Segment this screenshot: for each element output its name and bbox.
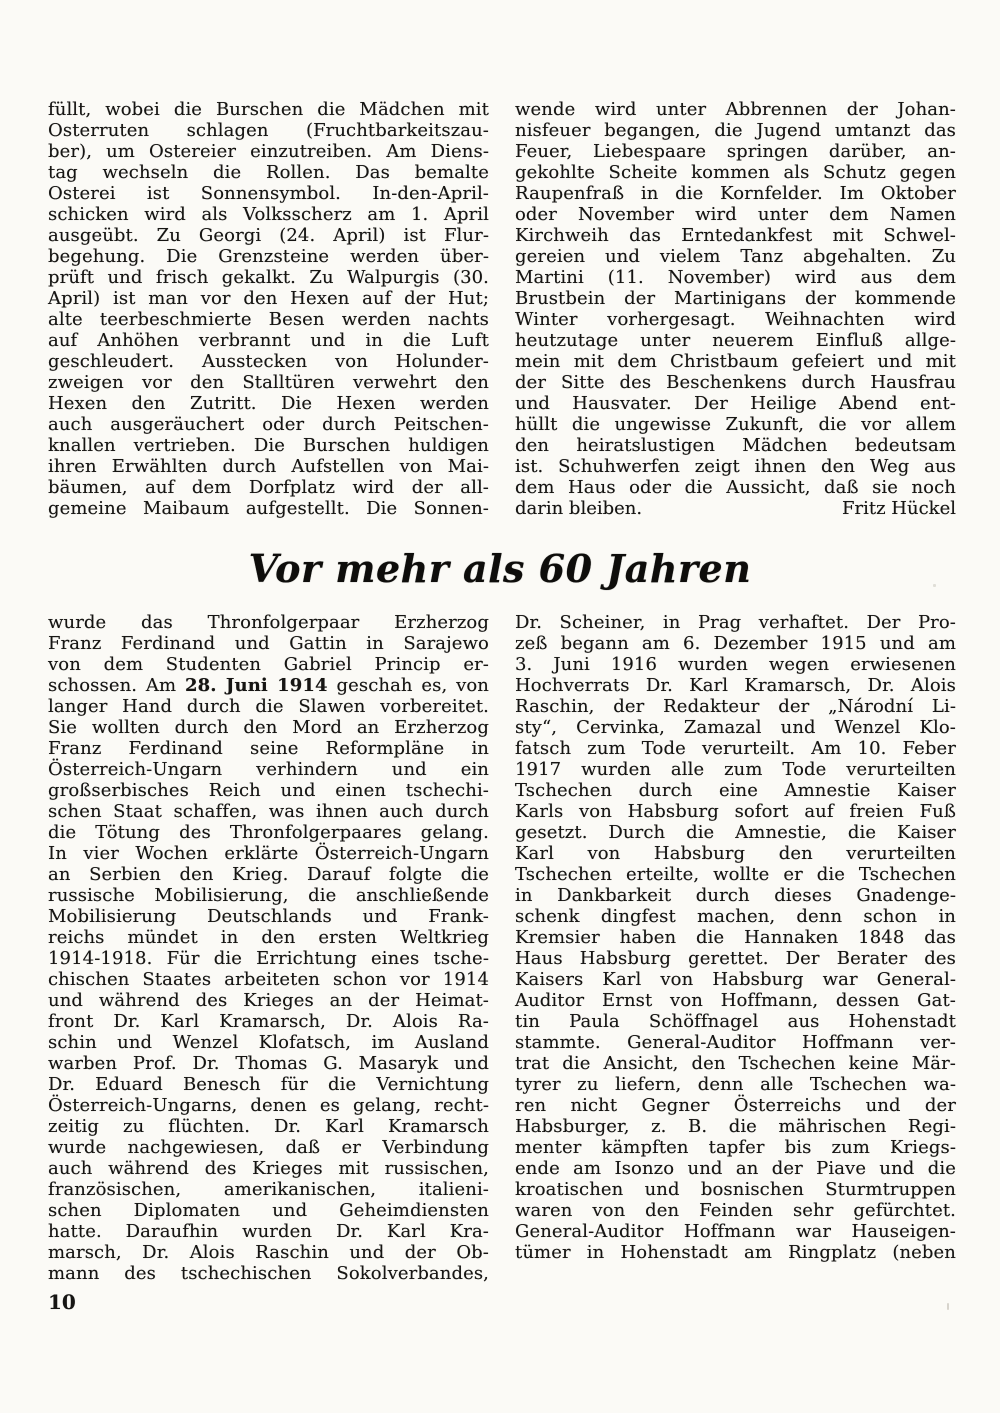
text-line: marsch, Dr. Alois Raschin und der Ob-	[48, 1242, 489, 1263]
text-line: schin und Wenzel Klofatsch, im Ausland	[48, 1032, 489, 1053]
text-line: geschleudert. Ausstecken von Holunder-	[48, 351, 489, 372]
text-line: 3. Juni 1916 wurden wegen erwiesenen	[515, 654, 956, 675]
text-line: mann des tschechischen Sokolverbandes,	[48, 1263, 489, 1284]
text-line: Osterei ist Sonnensymbol. In-den-April-	[48, 183, 489, 204]
text-line: tyrer zu liefern, denn alle Tschechen wa-	[515, 1074, 956, 1095]
text-line: Raupenfraß in die Kornfelder. Im Oktober	[515, 183, 956, 204]
text-line: warben Prof. Dr. Thomas G. Masaryk und	[48, 1053, 489, 1074]
text-line: großserbisches Reich und einen tschechi-	[48, 780, 489, 801]
text-line: Hexen den Zutritt. Die Hexen werden	[48, 393, 489, 414]
text-line: schossen. Am 28. Juni 1914 geschah es, von	[48, 675, 489, 696]
text-line: trat die Ansicht, den Tschechen keine Mär-	[515, 1053, 956, 1074]
section-heading: Vor mehr als 60 Jahren	[248, 546, 752, 591]
text-line: langer Hand durch die Slawen vorbereitet.	[48, 696, 489, 717]
text-line: Mobilisierung Deutschlands und Frank-	[48, 906, 489, 927]
text-line: begehung. Die Grenzsteine werden über-	[48, 246, 489, 267]
article1-right-lines	[515, 99, 956, 498]
text-line: der Sitte des Beschenkens durch Hausfrau	[515, 372, 956, 393]
text-line: Auditor Ernst von Hoffmann, dessen Gat-	[515, 990, 956, 1011]
text-line: die Tötung des Thronfolgerpaares gelang.	[48, 822, 489, 843]
text-line: waren von den Feinden sehr gefürchtet.	[515, 1200, 956, 1221]
article1-right-column	[515, 99, 956, 519]
text-line: Brustbein der Martinigans der kommende	[515, 288, 956, 309]
text-line: und während des Krieges an der Heimat-	[48, 990, 489, 1011]
text-line: schicken wird als Volksscherz am 1. April	[48, 204, 489, 225]
text-line: Karls von Habsburg sofort auf freien Fuß	[515, 801, 956, 822]
text-line: zeß begann am 6. Dezember 1915 und am	[515, 633, 956, 654]
text-line: Karl von Habsburg den verurteilten	[515, 843, 956, 864]
text-line: ist. Schuhwerfen zeigt ihnen den Weg aus	[515, 456, 956, 477]
text-line: in Dankbarkeit durch dieses Gnadenge-	[515, 885, 956, 906]
text-line: stammte. General-Auditor Hoffmann ver-	[515, 1032, 956, 1053]
text-line: gereien und vielem Tanz abgehalten. Zu	[515, 246, 956, 267]
text-line: zeitig zu flüchten. Dr. Karl Kramarsch	[48, 1116, 489, 1137]
text-line: front Dr. Karl Kramarsch, Dr. Alois Ra-	[48, 1011, 489, 1032]
text-line: Dr. Eduard Benesch für die Vernichtung	[48, 1074, 489, 1095]
text-line: menter kämpften tapfer bis zum Kriegs-	[515, 1137, 956, 1158]
text-line: von dem Studenten Gabriel Princip er-	[48, 654, 489, 675]
text-line: Raschin, der Redakteur der „Národní Li-	[515, 696, 956, 717]
text-line: Osterruten schlagen (Fruchtbarkeitszau-	[48, 120, 489, 141]
author-name: Fritz Hückel	[842, 498, 956, 519]
text-line: Hochverrats Dr. Karl Kramarsch, Dr. Alois	[515, 675, 956, 696]
text-line: schenk dingfest machen, denn schon in	[515, 906, 956, 927]
text-line: Franz Ferdinand und Gattin in Sarajewo	[48, 633, 489, 654]
text-line: auf Anhöhen verbrannt und in die Luft	[48, 330, 489, 351]
text-line: prüft und frisch gekalkt. Zu Walpurgis (30.	[48, 267, 489, 288]
text-line: knallen vertrieben. Die Burschen huldigen	[48, 435, 489, 456]
text-line: zweigen vor den Stalltüren verwehrt den	[48, 372, 489, 393]
text-line: Sie wollten durch den Mord an Erzherzog	[48, 717, 489, 738]
text-line: Tschechen erteilte, wollte er die Tschechen	[515, 864, 956, 885]
text-line: Österreich-Ungarn verhindern und ein	[48, 759, 489, 780]
text-line: hatte. Daraufhin wurden Dr. Karl Kra-	[48, 1221, 489, 1242]
text-line: April) ist man vor den Hexen auf der Hut;	[48, 288, 489, 309]
text-line: heutzutage unter neuerem Einfluß allge-	[515, 330, 956, 351]
text-line: tin Paula Schöffnagel aus Hohenstadt	[515, 1011, 956, 1032]
text-line: tümer in Hohenstadt am Ringplatz (neben	[515, 1242, 956, 1263]
text-line: nisfeuer begangen, die Jugend umtanzt das	[515, 120, 956, 141]
text-line: und Hausvater. Der Heilige Abend ent-	[515, 393, 956, 414]
text-line: französischen, amerikanischen, italieni-	[48, 1179, 489, 1200]
text-line: Kaisers Karl von Habsburg war General-	[515, 969, 956, 990]
text-line: Dr. Scheiner, in Prag verhaftet. Der Pro-	[515, 612, 956, 633]
article2-right-column	[515, 612, 956, 1284]
text-line: ihren Erwählten durch Aufstellen von Mai-	[48, 456, 489, 477]
text-line: russische Mobilisierung, die anschließende	[48, 885, 489, 906]
text-line: ende am Isonzo und an der Piave und die	[515, 1158, 956, 1179]
text-line: gekohlte Scheite kommen als Schutz gegen	[515, 162, 956, 183]
text-line: Kremsier haben die Hannaken 1848 das	[515, 927, 956, 948]
text-line: Kirchweih das Erntedankfest mit Schwel-	[515, 225, 956, 246]
scan-artifact	[947, 1303, 949, 1310]
text-line: reichs mündet in den ersten Weltkrieg	[48, 927, 489, 948]
text-line: fatsch zum Tode verurteilt. Am 10. Feber	[515, 738, 956, 759]
text-line: den heiratslustigen Mädchen bedeutsam	[515, 435, 956, 456]
text-line: wurde nachgewiesen, daß er Verbindung	[48, 1137, 489, 1158]
text-line: Franz Ferdinand seine Reformpläne in	[48, 738, 489, 759]
text-line: auch während des Krieges mit russischen,	[48, 1158, 489, 1179]
text-line: schen Staat schaffen, was ihnen auch durch	[48, 801, 489, 822]
closing-text: darin bleiben.	[515, 498, 643, 519]
text-line: Feuer, Liebespaare springen darüber, an-	[515, 141, 956, 162]
text-line: wurde das Thronfolgerpaar Erzherzog	[48, 612, 489, 633]
text-line: 1917 wurden alle zum Tode verurteilten	[515, 759, 956, 780]
article-folk-customs	[48, 99, 956, 519]
text-line: tag wechseln die Rollen. Das bemalte	[48, 162, 489, 183]
scan-artifact	[933, 584, 936, 587]
text-line: gemeine Maibaum aufgestellt. Die Sonnen-	[48, 498, 489, 519]
text-line: dem Haus oder die Aussicht, daß sie noch	[515, 477, 956, 498]
text-line: Österreich-Ungarns, denen es gelang, recht-	[48, 1095, 489, 1116]
text-line: sty“, Cervinka, Zamazal und Wenzel Klo-	[515, 717, 956, 738]
text-line: alte teerbeschmierte Besen werden nachts	[48, 309, 489, 330]
text-line: oder November wird unter dem Namen	[515, 204, 956, 225]
text-line: mein mit dem Christbaum gefeiert und mit	[515, 351, 956, 372]
text-line: an Serbien den Krieg. Darauf folgte die	[48, 864, 489, 885]
text-line: kroatischen und bosnischen Sturmtruppen	[515, 1179, 956, 1200]
page-number: 10	[48, 1290, 76, 1314]
article1-closing-line	[515, 498, 956, 519]
text-line: Habsburger, z. B. die mährischen Regi-	[515, 1116, 956, 1137]
text-line: Haus Habsburg gerettet. Der Berater des	[515, 948, 956, 969]
text-line: schen Diplomaten und Geheimdiensten	[48, 1200, 489, 1221]
text-line: hüllt die ungewisse Zukunft, die vor allem	[515, 414, 956, 435]
text-line: Martini (11. November) wird aus dem	[515, 267, 956, 288]
text-line: General-Auditor Hoffmann war Hauseigen-	[515, 1221, 956, 1242]
article1-left-column	[48, 99, 489, 519]
text-line: In vier Wochen erklärte Österreich-Ungarn	[48, 843, 489, 864]
text-line: bäumen, auf dem Dorfplatz wird der all-	[48, 477, 489, 498]
text-line: wende wird unter Abbrennen der Johan-	[515, 99, 956, 120]
text-line: auch ausgeräuchert oder durch Peitschen-	[48, 414, 489, 435]
text-line: ber), um Ostereier einzutreiben. Am Diens-	[48, 141, 489, 162]
text-line: gesetzt. Durch die Amnestie, die Kaiser	[515, 822, 956, 843]
article2-left-column	[48, 612, 489, 1284]
text-line: Winter vorhergesagt. Weihnachten wird	[515, 309, 956, 330]
text-line: 1914-1918. Für die Errichtung eines tsche-	[48, 948, 489, 969]
article-60-years-ago	[48, 612, 956, 1284]
text-line: ren nicht Gegner Österreichs und der	[515, 1095, 956, 1116]
text-line: Tschechen durch eine Amnestie Kaiser	[515, 780, 956, 801]
text-line: chischen Staates arbeiteten schon vor 1914	[48, 969, 489, 990]
text-line: ausgeübt. Zu Georgi (24. April) ist Flur-	[48, 225, 489, 246]
text-line: füllt, wobei die Burschen die Mädchen mit	[48, 99, 489, 120]
